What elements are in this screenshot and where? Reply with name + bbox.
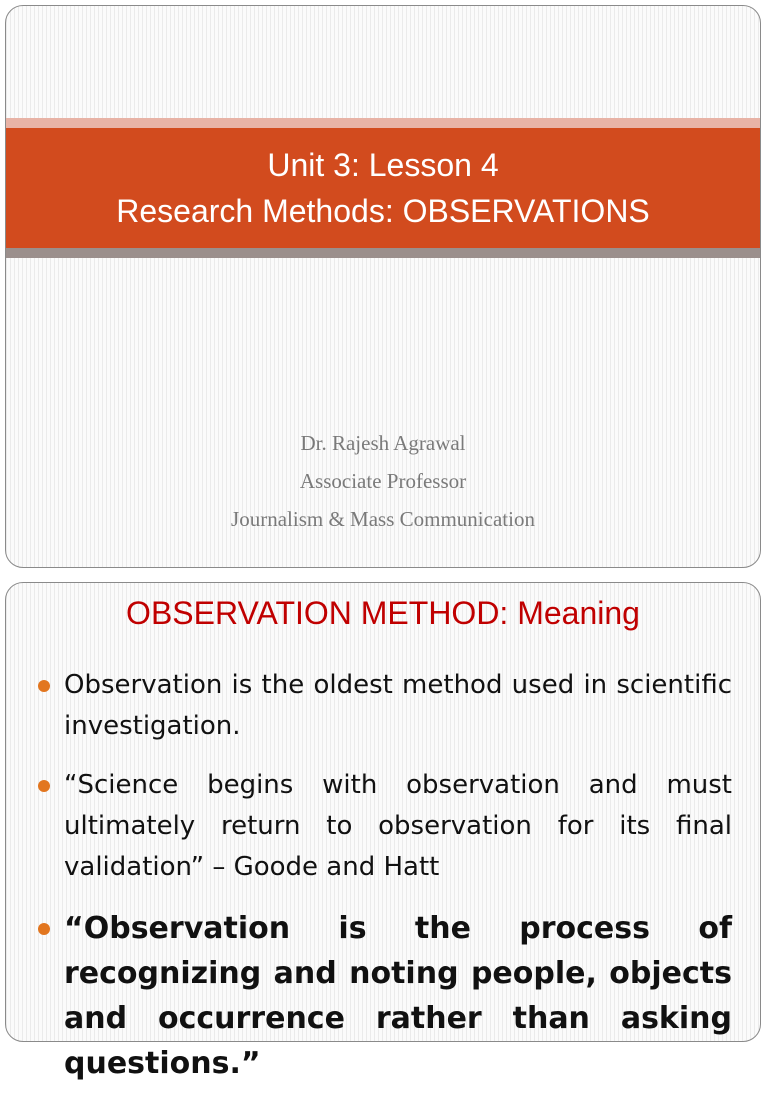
banner-bottom-stripe <box>6 248 760 258</box>
bullet-list <box>36 665 732 1104</box>
banner-main <box>6 128 760 248</box>
author-department: Journalism & Mass Communication <box>231 507 535 531</box>
list-item <box>36 765 732 888</box>
bullet-dot-icon <box>38 680 50 692</box>
author-name: Dr. Rajesh Agrawal <box>300 431 466 455</box>
bullet-text: Observation is the oldest method used in scientific investigation. <box>64 670 732 741</box>
bullet-dot-icon <box>38 923 50 935</box>
bullet-dot-icon <box>38 780 50 792</box>
author-block <box>6 424 760 538</box>
bullet-text: “Science begins with observation and must ultimately return to observation for its final validation” – Goode and Hatt <box>64 770 732 882</box>
list-item <box>36 665 732 747</box>
bullet-text: “Observation is the process of recognizing and noting people, objects and occurrence rather than asking questions.” <box>64 911 732 1081</box>
slide-title-line1: Unit 3: Lesson 4 <box>267 147 499 183</box>
content-slide <box>5 582 761 1081</box>
title-banner <box>6 118 760 258</box>
slide-title-line2: Research Methods: OBSERVATIONS <box>116 193 650 229</box>
banner-top-stripe <box>6 118 760 128</box>
author-title: Associate Professor <box>299 469 467 493</box>
slide-heading: OBSERVATION METHOD: Meaning <box>126 595 640 631</box>
list-item <box>36 906 732 1086</box>
title-slide <box>5 5 761 568</box>
